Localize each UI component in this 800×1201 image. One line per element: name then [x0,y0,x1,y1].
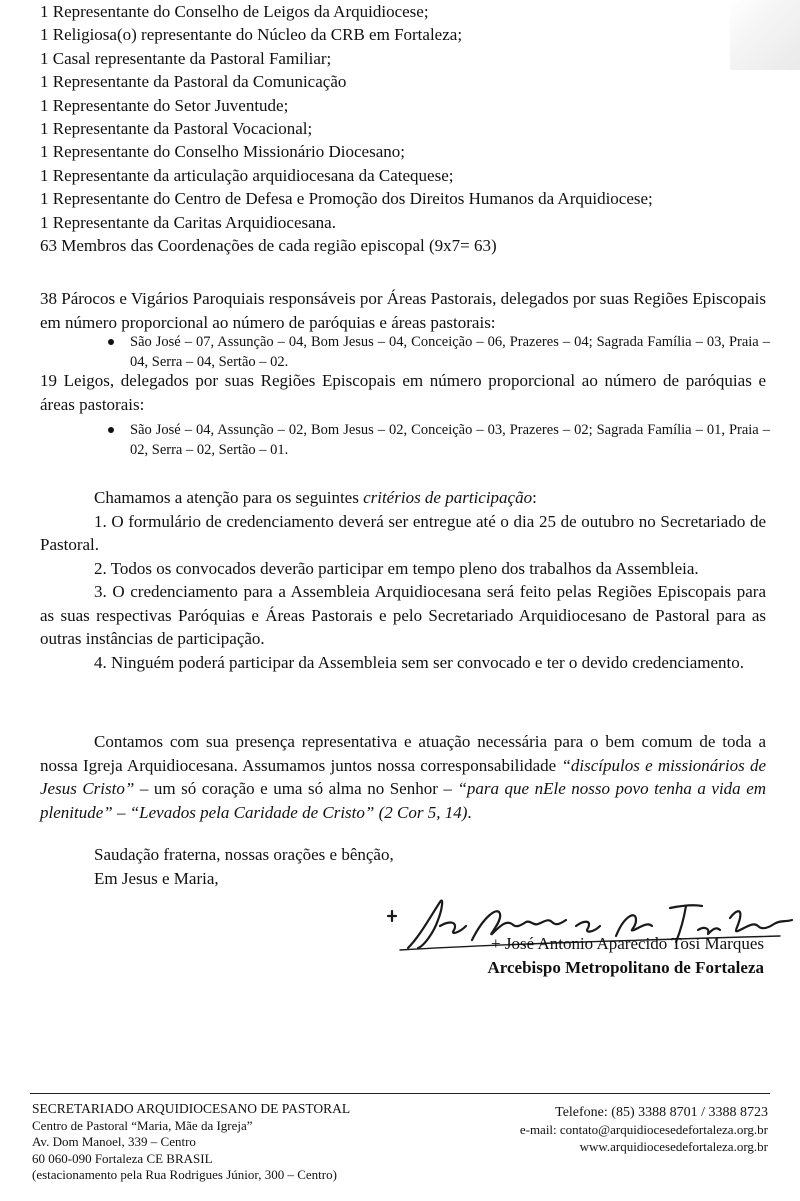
parocos-bullet-list [130,332,770,372]
footer-address [32,1101,350,1184]
footer-center: Centro de Pastoral “Maria, Mãe da Igreja” [32,1117,253,1133]
footer-divider [30,1093,770,1094]
greeting-line: Em Jesus e Maria, [94,868,219,888]
list-item: 1 Representante do Setor Juventude; [40,95,289,115]
footer-website[interactable]: www.arquidiocesedefortaleza.org.br [579,1139,768,1154]
closing-paragraph: Contamos com sua presença representativa e atuação necessária para o bem comum de toda a nossa Igreja Arquidiocesana. Assumamos juntos nossa corresponsabilidade “discípulos e missionários de Jesus Cristo” – um só coração e uma só alma no Senhor – “para que nEle nosso povo tenha a vida em plenitude” – “Levados pela Caridade de Cristo” (2 Cor 5, 14). [40,732,767,822]
criteria-item: 1. O formulário de credenciamento deverá ser entregue até o dia 25 de outubro no Secretariado de Pastoral. [40,511,766,554]
signer-block [487,932,764,979]
footer-email[interactable]: e-mail: contato@arquidiocesedefortaleza.org.br [519,1122,768,1137]
list-item: 1 Representante da Pastoral da Comunicação [40,72,347,92]
list-item: 1 Representante do Conselho de Leigos da Arquidiocese; [40,2,429,21]
greeting [94,843,394,890]
list-item: 1 Casal representante da Pastoral Familiar; [40,48,332,68]
signer-role: Arcebispo Metropolitano de Fortaleza [487,957,764,977]
footer-org: SECRETARIADO ARQUIDIOCESANO DE PASTORAL [32,1101,351,1116]
leigos-paragraph: 19 Leigos, delegados por suas Regiões Episcopais em número proporcional ao número de paróquias e áreas pastorais: [40,371,766,414]
representatives-list [40,0,780,257]
list-item: 1 Representante da Pastoral Vocacional; [40,119,313,139]
list-item: 1 Representante da articulação arquidiocesana da Catequese; [40,165,454,185]
list-item: 1 Representante do Conselho Missionário Diocesano; [40,142,405,162]
criteria-item: 4. Ninguém poderá participar da Assembleia sem ser convocado e ter o devido credenciamento. [94,652,745,672]
leigos-bullet-list [130,420,770,460]
footer-contact [520,1104,768,1155]
footer-street: Av. Dom Manoel, 339 – Centro [32,1134,196,1149]
list-item: São José – 07, Assunção – 04, Bom Jesus – 04, Conceição – 06, Prazeres – 04; Sagrada Família – 03, Praia – 04, Serra – 04, Sertão – 02. [130,334,770,370]
parocos-paragraph: 38 Párocos e Vigários Paroquiais responsáveis por Áreas Pastorais, delegados por suas Regiões Episcopais em número proporcional ao número de paróquias e áreas pastorais: [40,289,766,332]
list-item: 1 Representante da Caritas Arquidiocesana. [40,212,336,232]
list-item: 1 Religiosa(o) representante do Núcleo da CRB em Fortaleza; [40,25,463,45]
criteria-section [40,486,766,674]
list-item: 63 Membros das Coordenações de cada região episcopal (9x7= 63) [40,236,497,256]
criteria-item: 2. Todos os convocados deverão participar em tempo pleno dos trabalhos da Assembleia. [94,558,699,578]
criteria-emphasis: critérios de participação [363,488,533,507]
signer-name: + José Antonio Aparecido Tosi Marques [491,934,764,953]
list-item: 1 Representante do Centro de Defesa e Promoção dos Direitos Humanos da Arquidiocese; [40,189,653,209]
footer-phone: Telefone: (85) 3388 8701 / 3388 8723 [555,1105,768,1120]
criteria-intro: Chamamos a atenção para os seguintes critérios de participação: [94,488,537,507]
greeting-line: Saudação fraterna, nossas orações e bênção, [94,845,394,864]
list-item: São José – 04, Assunção – 02, Bom Jesus – 02, Conceição – 03, Prazeres – 02; Sagrada Família – 01, Praia – 02, Serra – 02, Sertão – 01. [130,422,770,458]
criteria-item: 3. O credenciamento para a Assembleia Arquidiocesana será feito pelas Regiões Episcopais para as suas respectivas Paróquias e Áreas Pastorais e pelo Secretariado Arquidiocesano de Pastoral para as outras instâncias de participação. [40,582,766,648]
footer-parking: (estacionamento pela Rua Rodrigues Júnior, 300 – Centro) [32,1167,337,1182]
footer-city: 60 060-090 Fortaleza CE BRASIL [32,1150,213,1166]
